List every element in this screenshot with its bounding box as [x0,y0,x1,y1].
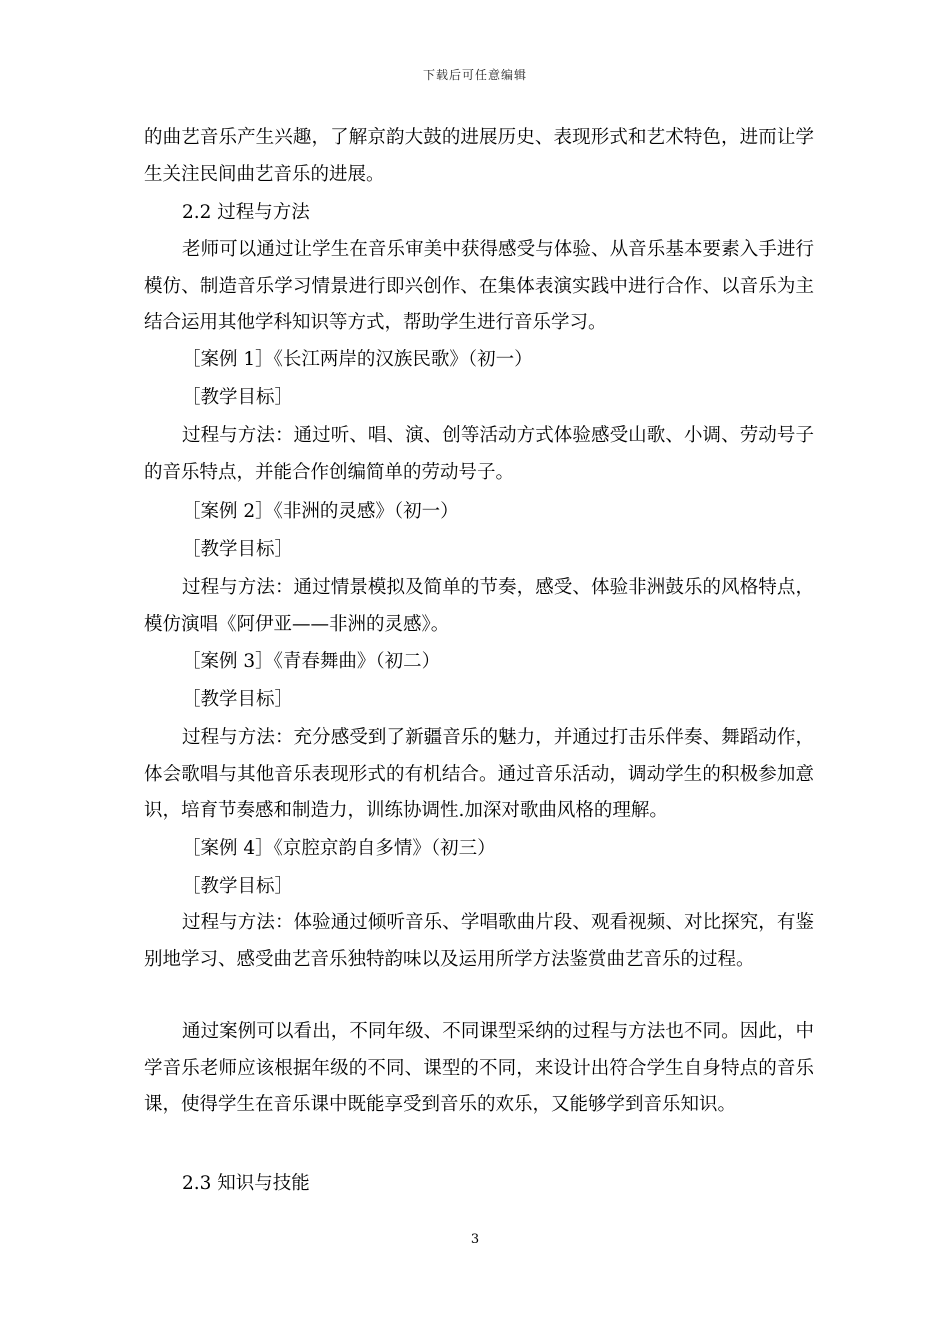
case-3-text: 过程与方法：充分感受到了新疆音乐的魅力，并通过打击乐伴奏、舞蹈动作，体会歌唱与其他音乐表现形式的有机结合。通过音乐活动，调动学生的积极参加意识，培育节奏感和制造力，训练协调性.加深对歌曲风格的理解。 [144,727,814,821]
section-heading-2-3: 2.3 知识与技能 [182,1173,310,1194]
paragraph-summary: 通过案例可以看出，不同年级、不同课型采纳的过程与方法也不同。因此，中学音乐老师应该根据年级的不同、课型的不同，来设计出符合学生自身特点的音乐课，使得学生在音乐课中既能享受到音乐的欢乐，又能够学到音乐知识。 [144,1021,814,1115]
case-1-title: ［案例 1］《长江两岸的汉族民歌》（初一） [182,349,533,370]
page-number: 3 [470,1232,480,1247]
case-4-title: ［案例 4］《京腔京韵自多情》（初三） [182,838,496,859]
case-1-goal-label: ［教学目标］ [182,387,294,408]
case-4-goal-label: ［教学目标］ [182,876,294,897]
paragraph-intro-continuation: 的曲艺音乐产生兴趣，了解京韵大鼓的进展历史、表现形式和艺术特色，进而让学生关注民间曲艺音乐的进展。 [144,127,814,185]
page-header: 下载后可任意编辑 [422,68,527,82]
section-heading-2-2: 2.2 过程与方法 [182,202,310,223]
case-4-text: 过程与方法：体验通过倾听音乐、学唱歌曲片段、观看视频、对比探究，有鉴别地学习、感受曲艺音乐独特韵味以及运用所学方法鉴赏曲艺音乐的过程。 [144,912,814,970]
case-2-title: ［案例 2］《非洲的灵感》（初一） [182,501,459,522]
case-2-goal-label: ［教学目标］ [182,539,294,560]
case-2-text: 过程与方法：通过情景模拟及简单的节奏，感受、体验非洲鼓乐的风格特点，模仿演唱《阿伊亚——非洲的灵感》。 [144,577,814,635]
case-3-goal-label: ［教学目标］ [182,689,294,710]
case-3-title: ［案例 3］《青春舞曲》（初二） [182,651,441,672]
case-1-text: 过程与方法：通过听、唱、演、创等活动方式体验感受山歌、小调、劳动号子的音乐特点，并能合作创编简单的劳动号子。 [144,425,814,483]
paragraph-teacher-methods: 老师可以通过让学生在音乐审美中获得感受与体验、从音乐基本要素入手进行模仿、制造音乐学习情景进行即兴创作、在集体表演实践中进行合作、以音乐为主结合运用其他学科知识等方式，帮助学生进行音乐学习。 [144,239,814,333]
